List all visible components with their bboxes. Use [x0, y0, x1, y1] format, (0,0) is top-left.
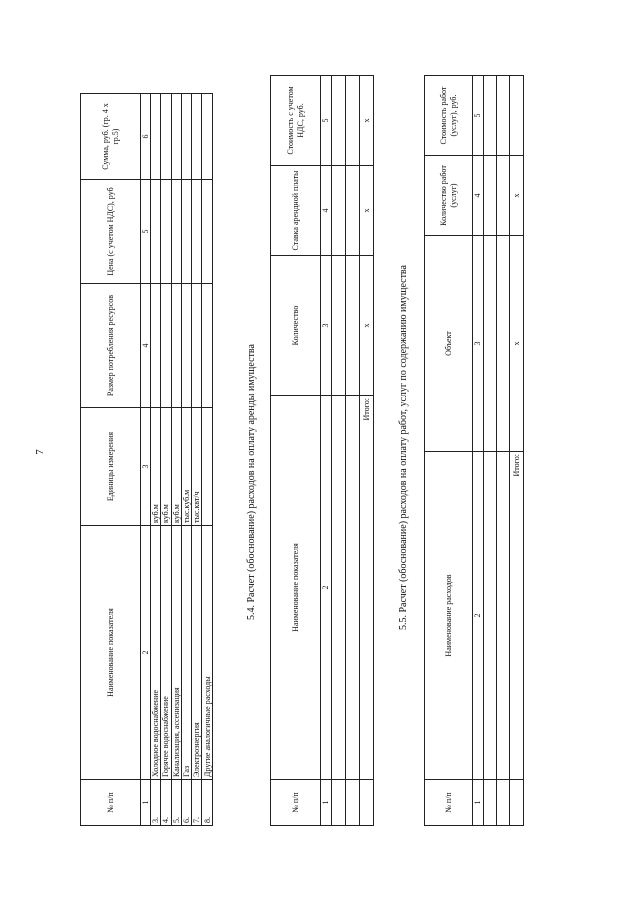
section-5-4-title: 5.4. Расчет (обоснование) расходов на оплату аренды имущества — [246, 344, 257, 620]
row-num: 4. — [161, 780, 171, 826]
row-unit: куб.м — [171, 408, 181, 526]
row-unit: куб.м — [161, 408, 171, 526]
row-unit: тыс.квт/ч — [191, 408, 201, 526]
col-number: 4 — [141, 284, 151, 408]
row-sum — [202, 94, 213, 180]
total-label: Итого: — [510, 452, 524, 780]
total-mark: x — [360, 166, 374, 256]
row-consumption — [151, 284, 161, 408]
services-table — [424, 75, 524, 826]
total-row — [360, 76, 374, 826]
utilities-table — [80, 93, 213, 826]
header-indicator: Наименование показателя — [81, 526, 141, 780]
row-price — [202, 180, 213, 284]
header-work-cost: Стоимость работ (услуг), руб. — [425, 76, 473, 156]
row-consumption — [202, 284, 213, 408]
total-label: Итого: — [360, 396, 374, 780]
header-consumption: Размер потребления ресурсов — [81, 284, 141, 408]
rent-table — [270, 75, 374, 826]
row-sum — [181, 94, 191, 180]
row-num: 8. — [202, 780, 213, 826]
row-unit — [202, 408, 213, 526]
table-row — [161, 94, 171, 826]
rent-table-wrapper — [270, 75, 374, 826]
services-table-wrapper — [424, 75, 524, 826]
col-number: 3 — [321, 256, 332, 396]
row-price — [171, 180, 181, 284]
row-num: 5. — [171, 780, 181, 826]
col-number: 5 — [473, 76, 484, 156]
header-num: № п/п — [81, 780, 141, 826]
col-number: 3 — [141, 408, 151, 526]
col-number: 2 — [473, 452, 484, 780]
table-row — [171, 94, 181, 826]
row-price — [191, 180, 201, 284]
header-rate: Ставка арендной платы — [271, 166, 321, 256]
table-row — [332, 76, 346, 826]
row-num: 7. — [191, 780, 201, 826]
page-number: 7 — [34, 449, 46, 455]
col-number: 5 — [141, 180, 151, 284]
header-num: № п/п — [425, 780, 473, 826]
table-row — [191, 94, 201, 826]
row-consumption — [191, 284, 201, 408]
section-5-5-title: 5.5. Расчет (обоснование) расходов на оплату работ, услуг по содержанию имущества — [398, 265, 409, 630]
total-row — [510, 76, 524, 826]
row-name: Горячее водоснабжение — [161, 526, 171, 780]
row-name: Газ — [181, 526, 191, 780]
table-row — [151, 94, 161, 826]
table-row — [497, 76, 510, 826]
row-name: Холодное водоснабжение — [151, 526, 161, 780]
row-name: Другие аналогичные расходы — [202, 526, 213, 780]
header-quantity: Количество — [271, 256, 321, 396]
row-price — [151, 180, 161, 284]
col-number: 1 — [141, 780, 151, 826]
col-number: 6 — [141, 94, 151, 180]
col-number: 5 — [321, 76, 332, 166]
header-num: № п/п — [271, 780, 321, 826]
row-consumption — [181, 284, 191, 408]
header-price: Цена (с учетом НДС), руб — [81, 180, 141, 284]
row-sum — [151, 94, 161, 180]
header-object: Объект — [425, 236, 473, 452]
col-number: 1 — [321, 780, 332, 826]
col-number: 4 — [321, 166, 332, 256]
header-indicator: Наименование показателя — [271, 396, 321, 780]
total-mark: x — [510, 236, 524, 452]
row-unit: тыс.куб.м — [181, 408, 191, 526]
total-mark: x — [360, 76, 374, 166]
col-number: 2 — [141, 526, 151, 780]
table-row — [181, 94, 191, 826]
header-work-quantity: Количество работ (услуг) — [425, 156, 473, 236]
row-consumption — [161, 284, 171, 408]
table-row — [202, 94, 213, 826]
row-price — [161, 180, 171, 284]
row-price — [181, 180, 191, 284]
col-number: 1 — [473, 780, 484, 826]
utilities-table-wrapper — [80, 93, 213, 826]
header-sum: Сумма, руб. (гр. 4 х гр.5) — [81, 94, 141, 180]
total-mark: x — [510, 156, 524, 236]
header-cost: Стоимость с учетом НДС, руб. — [271, 76, 321, 166]
header-unit: Единицы измерения — [81, 408, 141, 526]
total-mark: x — [360, 256, 374, 396]
col-number: 2 — [321, 396, 332, 780]
col-number: 3 — [473, 236, 484, 452]
row-unit: куб.м — [151, 408, 161, 526]
table-row — [484, 76, 497, 826]
row-sum — [171, 94, 181, 180]
header-expense-name: Наименование расходов — [425, 452, 473, 780]
row-sum — [191, 94, 201, 180]
row-num: 6. — [181, 780, 191, 826]
row-num: 3. — [151, 780, 161, 826]
col-number: 4 — [473, 156, 484, 236]
row-consumption — [171, 284, 181, 408]
row-name: Канализация, ассенизация — [171, 526, 181, 780]
row-sum — [161, 94, 171, 180]
table-row — [346, 76, 360, 826]
row-name: Электроэнергия — [191, 526, 201, 780]
